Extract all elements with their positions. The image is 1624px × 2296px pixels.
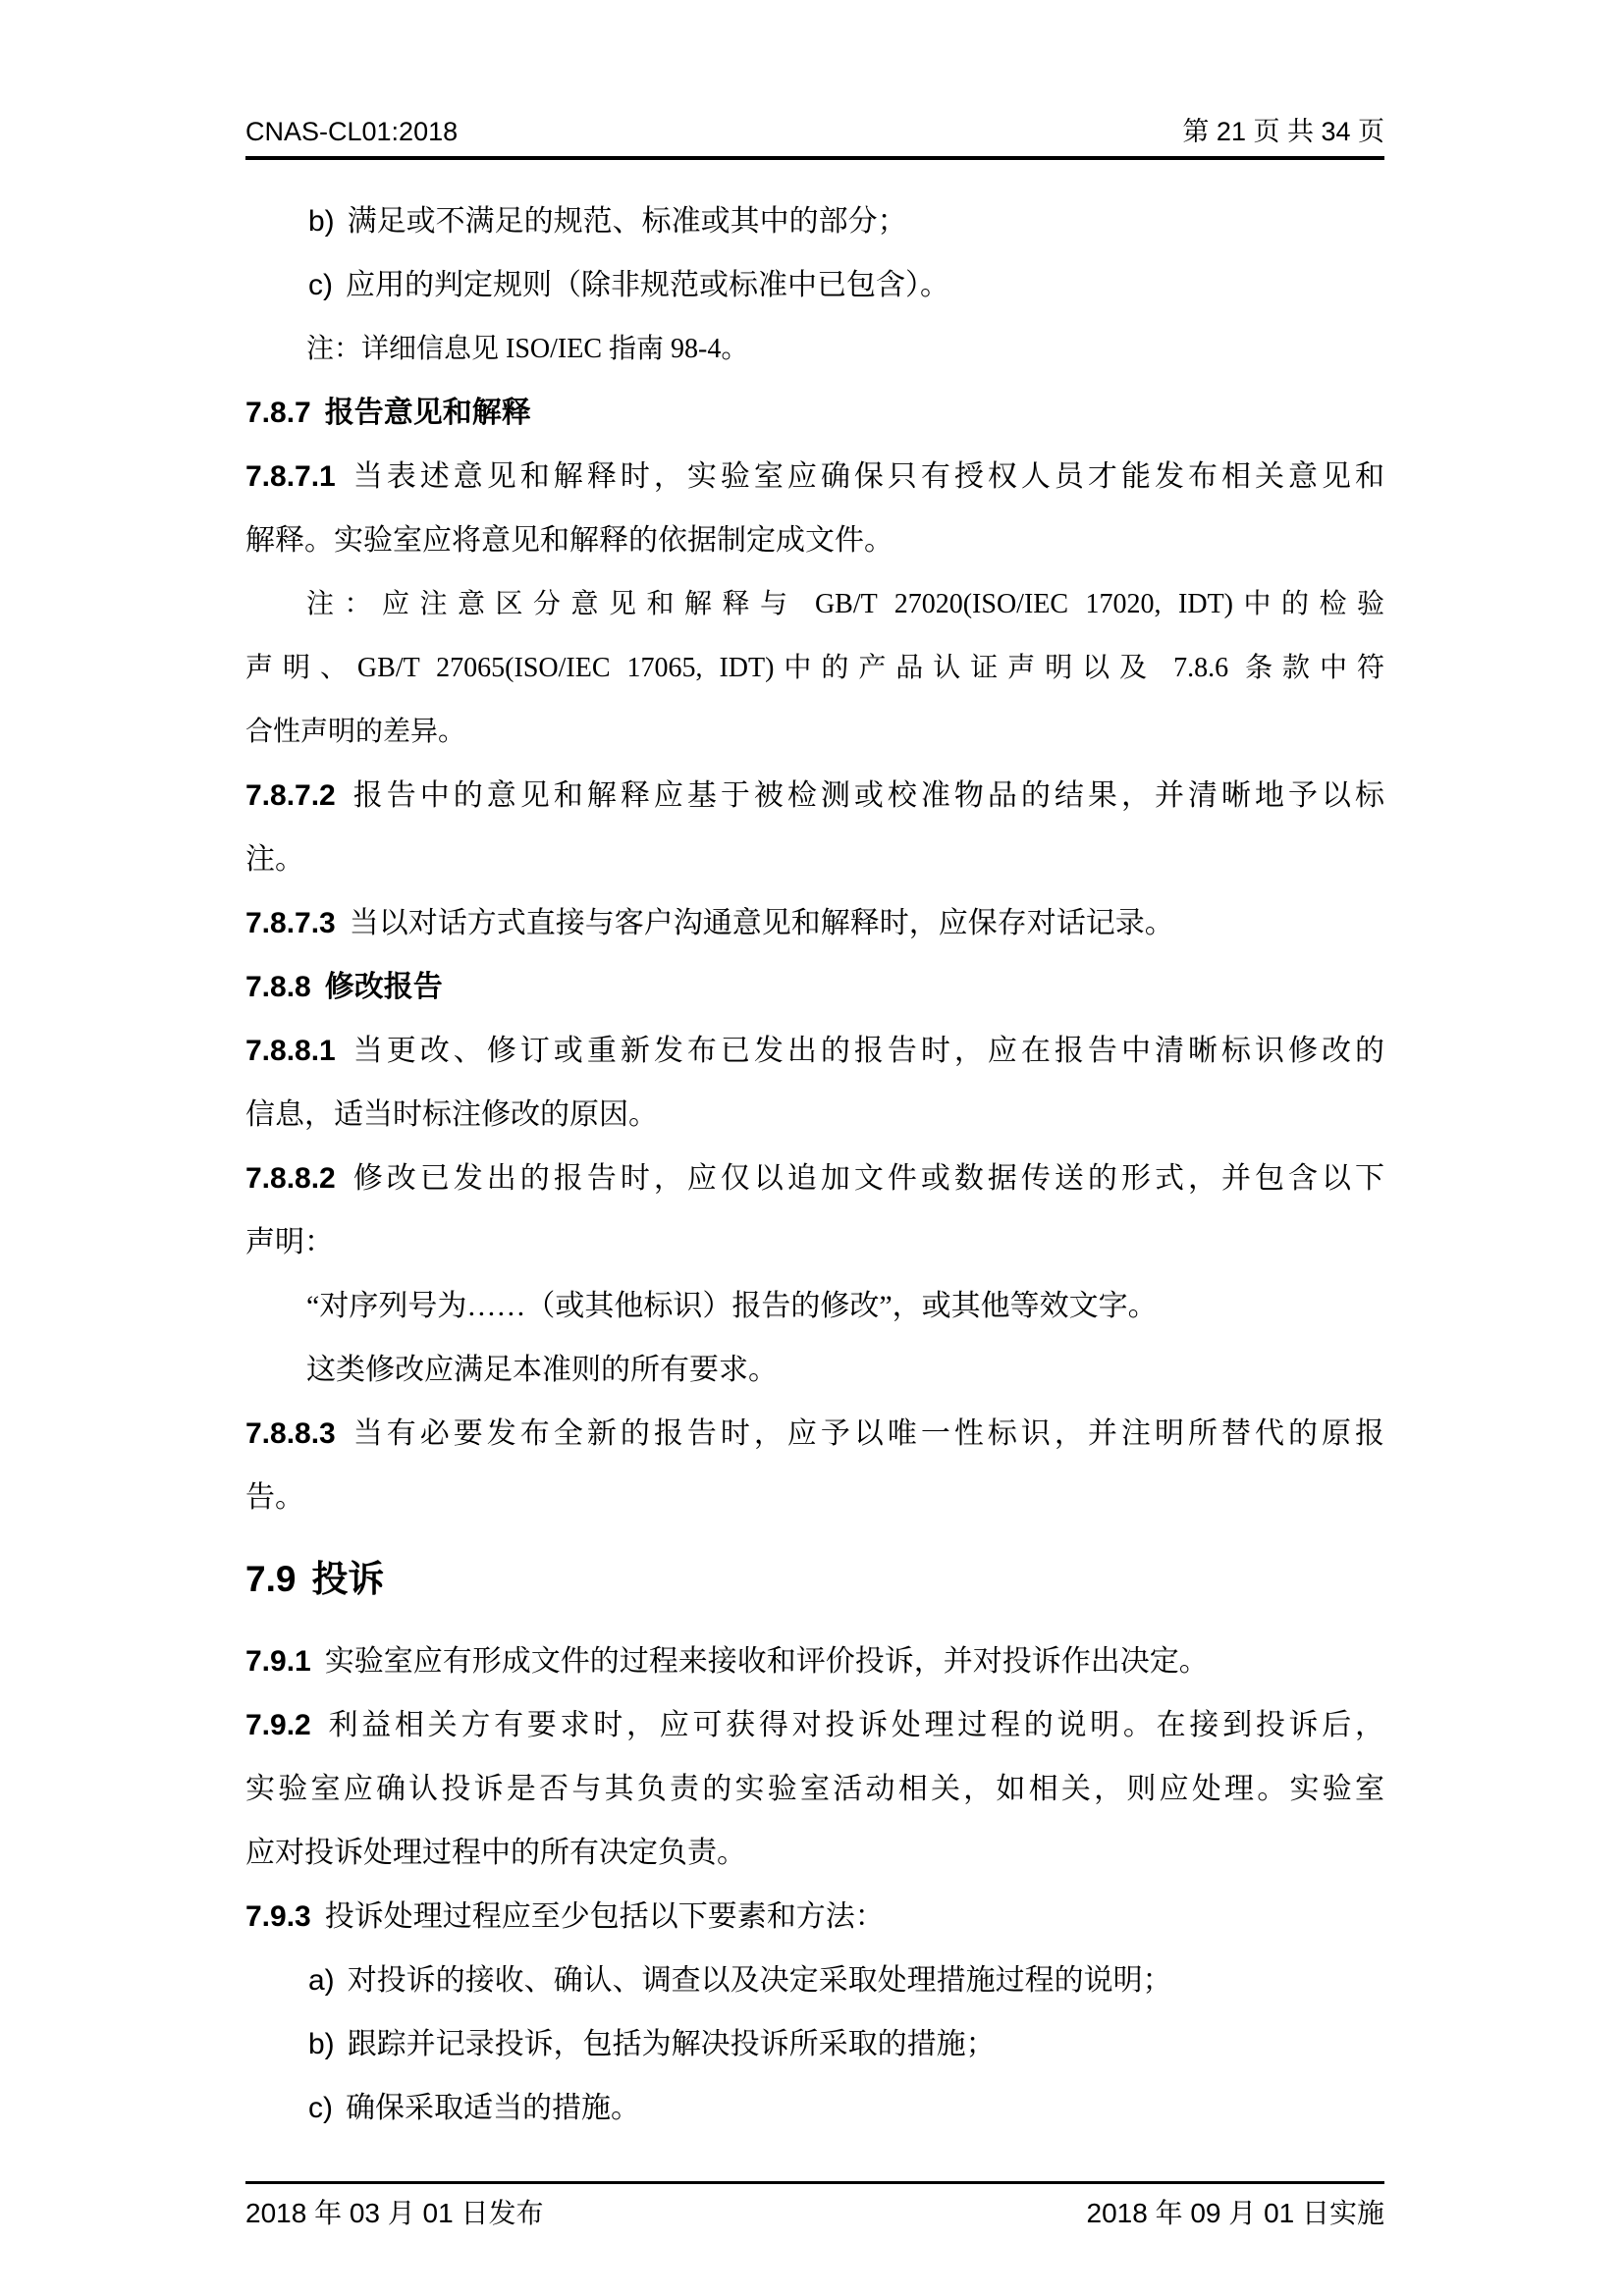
line-text: 声明： bbox=[245, 1226, 334, 1258]
line-text: 当以对话方式直接与客户沟通意见和解释时，应保存对话记录。 bbox=[349, 907, 1174, 939]
clause-number: 7.9.2 bbox=[245, 1709, 311, 1741]
line-text: 实验室应确认投诉是否与其负责的实验室活动相关，如相关，则应处理。实验室 bbox=[245, 1773, 1384, 1805]
clause-text-line bbox=[245, 1629, 1384, 1693]
clause-text-line bbox=[245, 1083, 1384, 1147]
line-text: 报告中的意见和解释应基于被检测或校准物品的结果，并清晰地予以标 bbox=[349, 779, 1384, 812]
clause-number: 7.8.8.1 bbox=[245, 1035, 336, 1067]
line-text: 报告意见和解释 bbox=[324, 397, 531, 429]
clause-number: 7.8.7.2 bbox=[245, 779, 336, 812]
line-text: 声明、GB/T 27065(ISO/IEC 17065, IDT)中的产品认证声明以及 7.8.6 条款中符 bbox=[245, 653, 1384, 683]
clause-text-line bbox=[245, 1210, 1384, 1274]
list-marker: b) bbox=[308, 205, 335, 238]
line-text: 应对投诉处理过程中的所有决定负责。 bbox=[245, 1837, 746, 1869]
statement-line bbox=[245, 1338, 1384, 1402]
clause-text-line bbox=[245, 1147, 1384, 1210]
clause-text-line bbox=[245, 891, 1384, 955]
list-marker: c) bbox=[308, 2092, 333, 2124]
line-text: 投诉处理过程应至少包括以下要素和方法： bbox=[324, 1900, 885, 1933]
note-line bbox=[245, 317, 1384, 381]
line-text: 注。 bbox=[245, 843, 304, 876]
line-text: 注：应注意区分意见和解释与 GB/T 27020(ISO/IEC 17020, IDT)中的检验 bbox=[306, 589, 1384, 619]
line-text: 满足或不满足的规范、标准或其中的部分； bbox=[347, 205, 907, 238]
list-item-line bbox=[245, 2012, 1384, 2076]
list-marker: c) bbox=[308, 269, 333, 301]
heading-number: 7.9 bbox=[245, 1559, 297, 1599]
implementation-date: 2018 年 09 月 01 日实施 bbox=[1086, 2198, 1384, 2228]
line-text: 合性声明的差异。 bbox=[245, 717, 466, 747]
line-text: 实验室应有形成文件的过程来接收和评价投诉，并对投诉作出决定。 bbox=[324, 1645, 1209, 1678]
line-text: 修改报告 bbox=[324, 971, 443, 1003]
heading-number: 7.8.8 bbox=[245, 971, 311, 1003]
list-item-line bbox=[245, 189, 1384, 253]
list-item-line bbox=[245, 253, 1384, 317]
line-text: 对投诉的接收、确认、调查以及决定采取处理措施过程的说明； bbox=[347, 1964, 1172, 1997]
release-date: 2018 年 03 月 01 日发布 bbox=[245, 2198, 544, 2228]
clause-text-line bbox=[245, 764, 1384, 828]
document-body bbox=[245, 189, 1384, 2140]
line-text: 当有必要发布全新的报告时，应予以唯一性标识，并注明所替代的原报 bbox=[349, 1417, 1384, 1450]
section-heading bbox=[245, 381, 1384, 445]
line-text: “对序列号为……（或其他标识）报告的修改”，或其他等效文字。 bbox=[306, 1290, 1158, 1322]
note-line bbox=[245, 636, 1384, 700]
note-line bbox=[245, 572, 1384, 636]
clause-text-line bbox=[245, 1821, 1384, 1885]
clause-number: 7.9.3 bbox=[245, 1900, 311, 1933]
line-text: 确保采取适当的措施。 bbox=[346, 2092, 640, 2124]
list-marker: a) bbox=[308, 1964, 335, 1997]
clause-text-line bbox=[245, 445, 1384, 508]
clause-number: 7.8.8.2 bbox=[245, 1162, 336, 1195]
line-text: 注：详细信息见 ISO/IEC 指南 98-4。 bbox=[306, 334, 749, 364]
section-heading bbox=[245, 955, 1384, 1019]
line-text: 投诉 bbox=[311, 1559, 385, 1599]
clause-number: 7.8.8.3 bbox=[245, 1417, 336, 1450]
clause-text-line bbox=[245, 1885, 1384, 1949]
clause-text-line bbox=[245, 1757, 1384, 1821]
line-text: 告。 bbox=[245, 1481, 304, 1514]
line-text: 信息，适当时标注修改的原因。 bbox=[245, 1098, 658, 1131]
clause-text-line bbox=[245, 828, 1384, 891]
clause-text-line bbox=[245, 1402, 1384, 1466]
line-text: 利益相关方有要求时，应可获得对投诉处理过程的说明。在接到投诉后， bbox=[324, 1709, 1384, 1741]
heading-number: 7.8.7 bbox=[245, 397, 311, 429]
list-item-line bbox=[245, 1949, 1384, 2012]
line-text: 应用的判定规则（除非规范或标准中已包含）。 bbox=[346, 269, 949, 301]
list-marker: b) bbox=[308, 2028, 335, 2060]
line-text: 修改已发出的报告时，应仅以追加文件或数据传送的形式，并包含以下 bbox=[349, 1162, 1384, 1195]
line-text: 这类修改应满足本准则的所有要求。 bbox=[306, 1354, 778, 1386]
chapter-heading bbox=[245, 1541, 1384, 1618]
clause-number: 7.9.1 bbox=[245, 1645, 311, 1678]
list-item-line bbox=[245, 2076, 1384, 2140]
clause-text-line bbox=[245, 1019, 1384, 1083]
line-text: 当表述意见和解释时，实验室应确保只有授权人员才能发布相关意见和 bbox=[349, 460, 1384, 493]
line-text: 跟踪并记录投诉，包括为解决投诉所采取的措施； bbox=[347, 2028, 996, 2060]
page-footer bbox=[245, 2181, 1384, 2230]
clause-text-line bbox=[245, 1466, 1384, 1529]
note-line bbox=[245, 700, 1384, 764]
statement-line bbox=[245, 1274, 1384, 1338]
clause-number: 7.8.7.1 bbox=[245, 460, 336, 493]
clause-text-line bbox=[245, 508, 1384, 572]
clause-number: 7.8.7.3 bbox=[245, 907, 336, 939]
line-text: 解释。实验室应将意见和解释的依据制定成文件。 bbox=[245, 524, 893, 557]
page-number-info: 第 21 页 共 34 页 bbox=[1182, 117, 1384, 146]
document-code: CNAS-CL01:2018 bbox=[245, 117, 459, 146]
line-text: 当更改、修订或重新发布已发出的报告时，应在报告中清晰标识修改的 bbox=[349, 1035, 1384, 1067]
clause-text-line bbox=[245, 1693, 1384, 1757]
page-header bbox=[245, 116, 1384, 160]
